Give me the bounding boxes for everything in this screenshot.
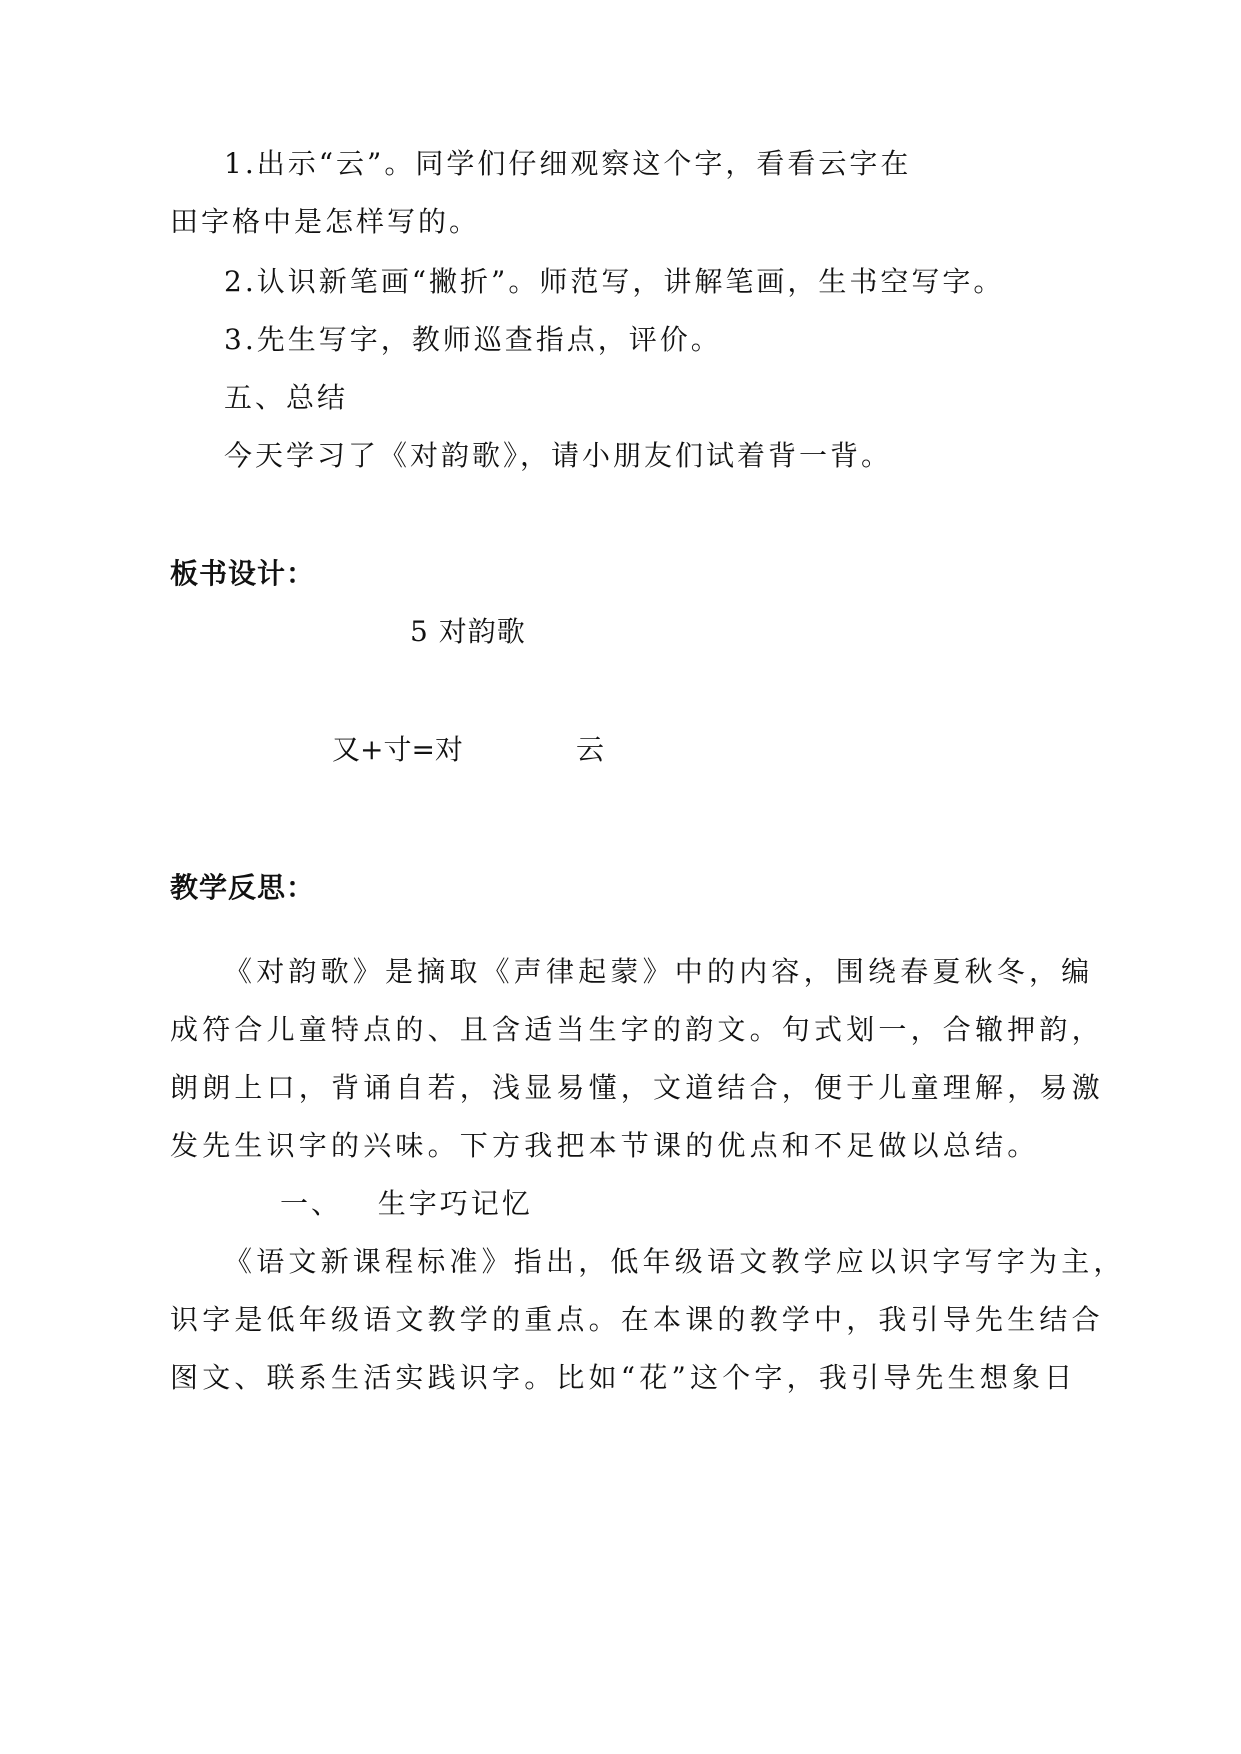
- reflection-para-2-line-1: 《语文新课程标准》指出，低年级语文教学应以识字写字为主，: [224, 1245, 1126, 1278]
- reflection-para-1-line-4: 发先生识字的兴味。下方我把本节课的优点和不足做以总结。: [170, 1129, 1040, 1162]
- reflection-heading: 教学反思：: [170, 871, 316, 904]
- summary-text: 今天学习了《对韵歌》，请小朋友们试着背一背。: [224, 439, 893, 472]
- board-design-formula: 又+寸=对: [332, 733, 463, 766]
- reflection-para-1-line-1: 《对韵歌》是摘取《声律起蒙》中的内容，围绕春夏秋冬，编: [224, 955, 1094, 988]
- summary-title: 五、总结: [224, 381, 349, 414]
- board-design-character: 云: [576, 733, 608, 766]
- step-1-line-2: 田字格中是怎样写的。: [170, 205, 481, 238]
- step-3: 3.先生写字，教师巡查指点，评价。: [224, 323, 722, 356]
- board-design-title: 5 对韵歌: [410, 615, 526, 648]
- reflection-para-1-line-2: 成符合儿童特点的、且含适当生字的韵文。句式划一，合辙押韵，: [170, 1013, 1104, 1046]
- section-1-title: 一、 生字巧记忆: [280, 1187, 533, 1220]
- reflection-para-2-line-2: 识字是低年级语文教学的重点。在本课的教学中，我引导先生结合: [170, 1303, 1104, 1336]
- step-1-line-1: 1.出示“云”。同学们仔细观察这个字，看看云字在: [224, 147, 912, 180]
- step-2: 2.认识新笔画“撇折”。师范写，讲解笔画，生书空写字。: [224, 265, 1005, 298]
- reflection-para-1-line-3: 朗朗上口，背诵自若，浅显易懂，文道结合，便于儿童理解，易激: [170, 1071, 1104, 1104]
- board-design-heading: 板书设计：: [170, 557, 316, 590]
- reflection-para-2-line-3: 图文、联系生活实践识字。比如“花”这个字，我引导先生想象日: [170, 1361, 1077, 1394]
